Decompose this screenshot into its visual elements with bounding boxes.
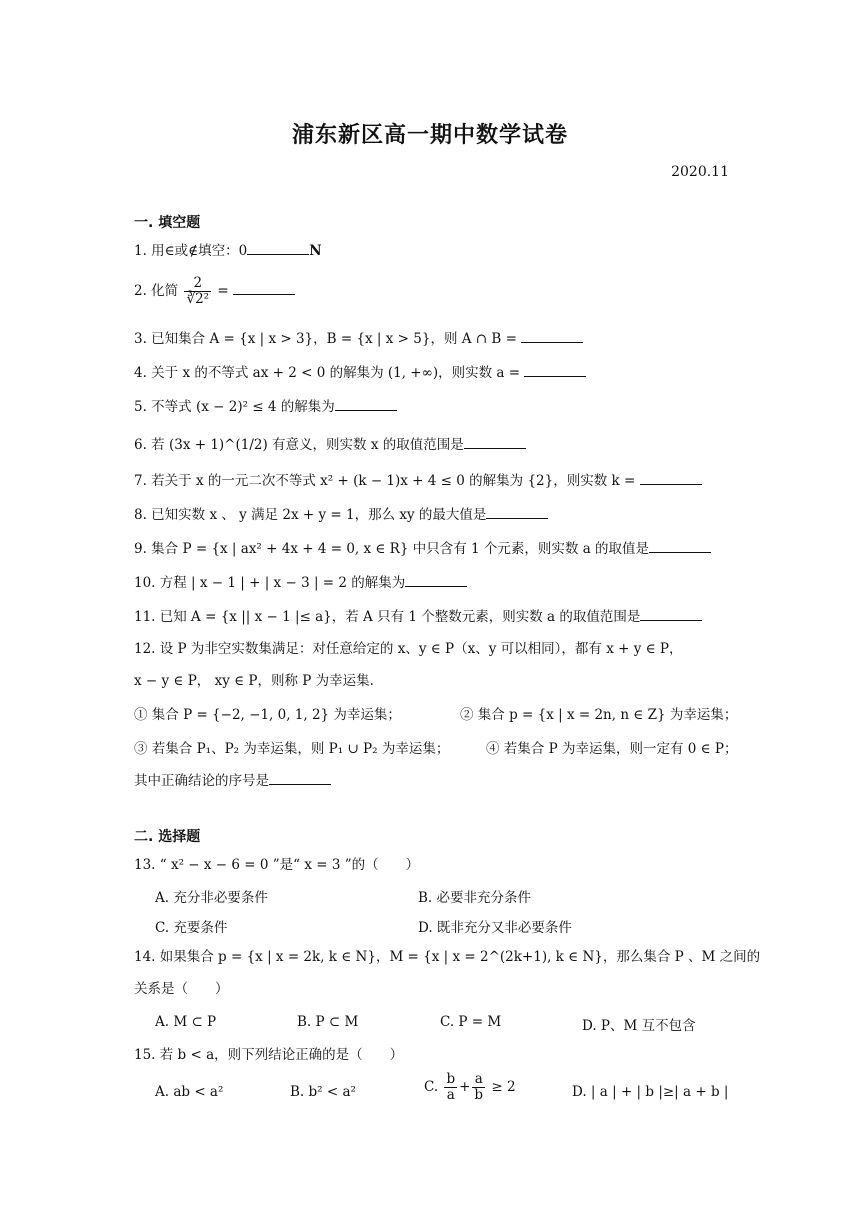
answer-blank[interactable] — [640, 472, 702, 485]
question-9 — [134, 540, 711, 558]
fraction-denominator: b — [474, 1087, 484, 1103]
question-14-line-1: 14. 如果集合 p = {x | x = 2k, k ∈ N}，M = {x | x = 2^(2k+1), k ∈ N}，那么集合 P 、M 之间的 — [134, 949, 761, 965]
page-title: 浦东新区高一期中数学试卷 — [291, 123, 568, 148]
question-12-line-5 — [134, 772, 331, 790]
question-13-option-b[interactable]: B. 必要非充分条件 — [418, 890, 532, 906]
question-1 — [134, 242, 322, 260]
question-13-option-d[interactable]: D. 既非充分又非必要条件 — [418, 920, 572, 936]
exam-date: 2020.11 — [671, 164, 729, 180]
answer-blank[interactable] — [405, 574, 467, 587]
question-13: 13. “ x² − x − 6 = 0 ”是“ x = 3 ”的（ ） — [134, 857, 420, 873]
question-2-text: 2. 化简 — [134, 283, 179, 299]
question-2-fraction — [184, 276, 211, 307]
option-c-plus: + — [459, 1079, 471, 1095]
question-8 — [134, 506, 548, 524]
question-13-option-a[interactable]: A. 充分非必要条件 — [155, 890, 268, 906]
question-6-text: 6. 若 (3x + 1)^(1/2) 有意义，则实数 x 的取值范围是 — [134, 437, 464, 453]
question-15-option-c[interactable] — [424, 1072, 516, 1103]
option-c-fraction-2 — [472, 1072, 485, 1103]
question-12-option-4: ④ 若集合 P 为幸运集，则一定有 0 ∈ P； — [486, 741, 738, 757]
question-15: 15. 若 b < a，则下列结论正确的是（ ） — [134, 1047, 404, 1063]
question-4 — [134, 364, 586, 382]
question-5-text: 5. 不等式 (x − 2)² ≤ 4 的解集为 — [134, 399, 335, 415]
answer-blank[interactable] — [524, 364, 586, 377]
answer-blank[interactable] — [233, 282, 295, 295]
question-1-tail: N — [309, 243, 322, 259]
question-4-text: 4. 关于 x 的不等式 ax + 2 < 0 的解集为 (1, +∞)，则实数 a = — [134, 365, 521, 381]
question-14-option-b[interactable]: B. P ⊂ M — [297, 1014, 359, 1030]
fraction-denominator: ∛2² — [186, 291, 210, 307]
fraction-numerator: b — [446, 1071, 456, 1087]
question-12-option-1: ① 集合 P = {−2, −1, 0, 1, 2} 为幸运集； — [134, 707, 401, 723]
question-11-text: 11. 已知 A = {x || x − 1 |≤ a}，若 A 只有 1 个整数元素，则实数 a 的取值范围是 — [134, 609, 641, 625]
question-12-option-3: ③ 若集合 P₁、P₂ 为幸运集，则 P₁ ∪ P₂ 为幸运集； — [134, 741, 450, 757]
option-c-tail: ≥ 2 — [491, 1079, 516, 1095]
answer-blank[interactable] — [640, 608, 702, 621]
question-7-text: 7. 若关于 x 的一元二次不等式 x² + (k − 1)x + 4 ≤ 0 的解集为 {2}，则实数 k = — [134, 473, 636, 489]
question-14-option-c[interactable]: C. P = M — [440, 1014, 502, 1030]
question-14-option-a[interactable]: A. M ⊂ P — [155, 1014, 217, 1030]
question-7 — [134, 472, 702, 490]
question-15-option-d[interactable]: D. | a | + | b |≥| a + b | — [572, 1084, 729, 1100]
section-fill-in-heading: 一. 填空题 — [134, 215, 201, 231]
answer-blank[interactable] — [464, 436, 526, 449]
answer-blank[interactable] — [521, 330, 583, 343]
question-2-equals: = — [217, 283, 229, 299]
question-3 — [134, 330, 583, 348]
fraction-numerator: 2 — [184, 276, 211, 292]
section-choice-heading: 二. 选择题 — [134, 829, 201, 845]
fraction-denominator: a — [446, 1087, 455, 1103]
answer-blank[interactable] — [486, 506, 548, 519]
question-6 — [134, 436, 526, 454]
fraction-numerator: a — [472, 1072, 485, 1088]
question-1-text: 1. 用∈或∉填空：0 — [134, 243, 248, 259]
question-3-text: 3. 已知集合 A = {x | x > 3}，B = {x | x > 5}，则 A ∩ B = — [134, 331, 517, 347]
answer-blank[interactable] — [247, 242, 309, 255]
answer-blank[interactable] — [649, 540, 711, 553]
question-12-line-2: x − y ∈ P， xy ∈ P，则称 P 为幸运集. — [134, 673, 374, 689]
answer-blank[interactable] — [335, 398, 397, 411]
question-9-text: 9. 集合 P = {x | ax² + 4x + 4 = 0, x ∈ R} 中只含有 1 个元素，则实数 a 的取值是 — [134, 541, 650, 557]
question-14-line-2: 关系是（ ） — [134, 981, 229, 997]
question-12-prompt: 其中正确结论的序号是 — [134, 773, 269, 789]
option-c-label: C. — [424, 1079, 439, 1095]
question-12-line-1: 12. 设 P 为非空实数集满足：对任意给定的 x、y ∈ P（x、y 可以相同），都有 x + y ∈ P， — [134, 641, 683, 657]
question-10-text: 10. 方程 | x − 1 | + | x − 3 | = 2 的解集为 — [134, 575, 406, 591]
question-15-option-a[interactable]: A. ab < a² — [155, 1084, 224, 1100]
question-5 — [134, 398, 397, 416]
question-15-option-b[interactable]: B. b² < a² — [290, 1084, 356, 1100]
question-11 — [134, 608, 702, 626]
question-10 — [134, 574, 467, 592]
answer-blank[interactable] — [269, 772, 331, 785]
question-12-option-2: ② 集合 p = {x | x = 2n, n ∈ Z} 为幸运集； — [460, 707, 738, 723]
option-c-fraction-1 — [444, 1072, 457, 1103]
question-14-option-d[interactable]: D. P、M 互不包含 — [582, 1018, 696, 1034]
question-2 — [134, 276, 295, 307]
question-8-text: 8. 已知实数 x 、 y 满足 2x + y = 1，那么 xy 的最大值是 — [134, 507, 487, 523]
question-13-option-c[interactable]: C. 充要条件 — [155, 920, 228, 936]
